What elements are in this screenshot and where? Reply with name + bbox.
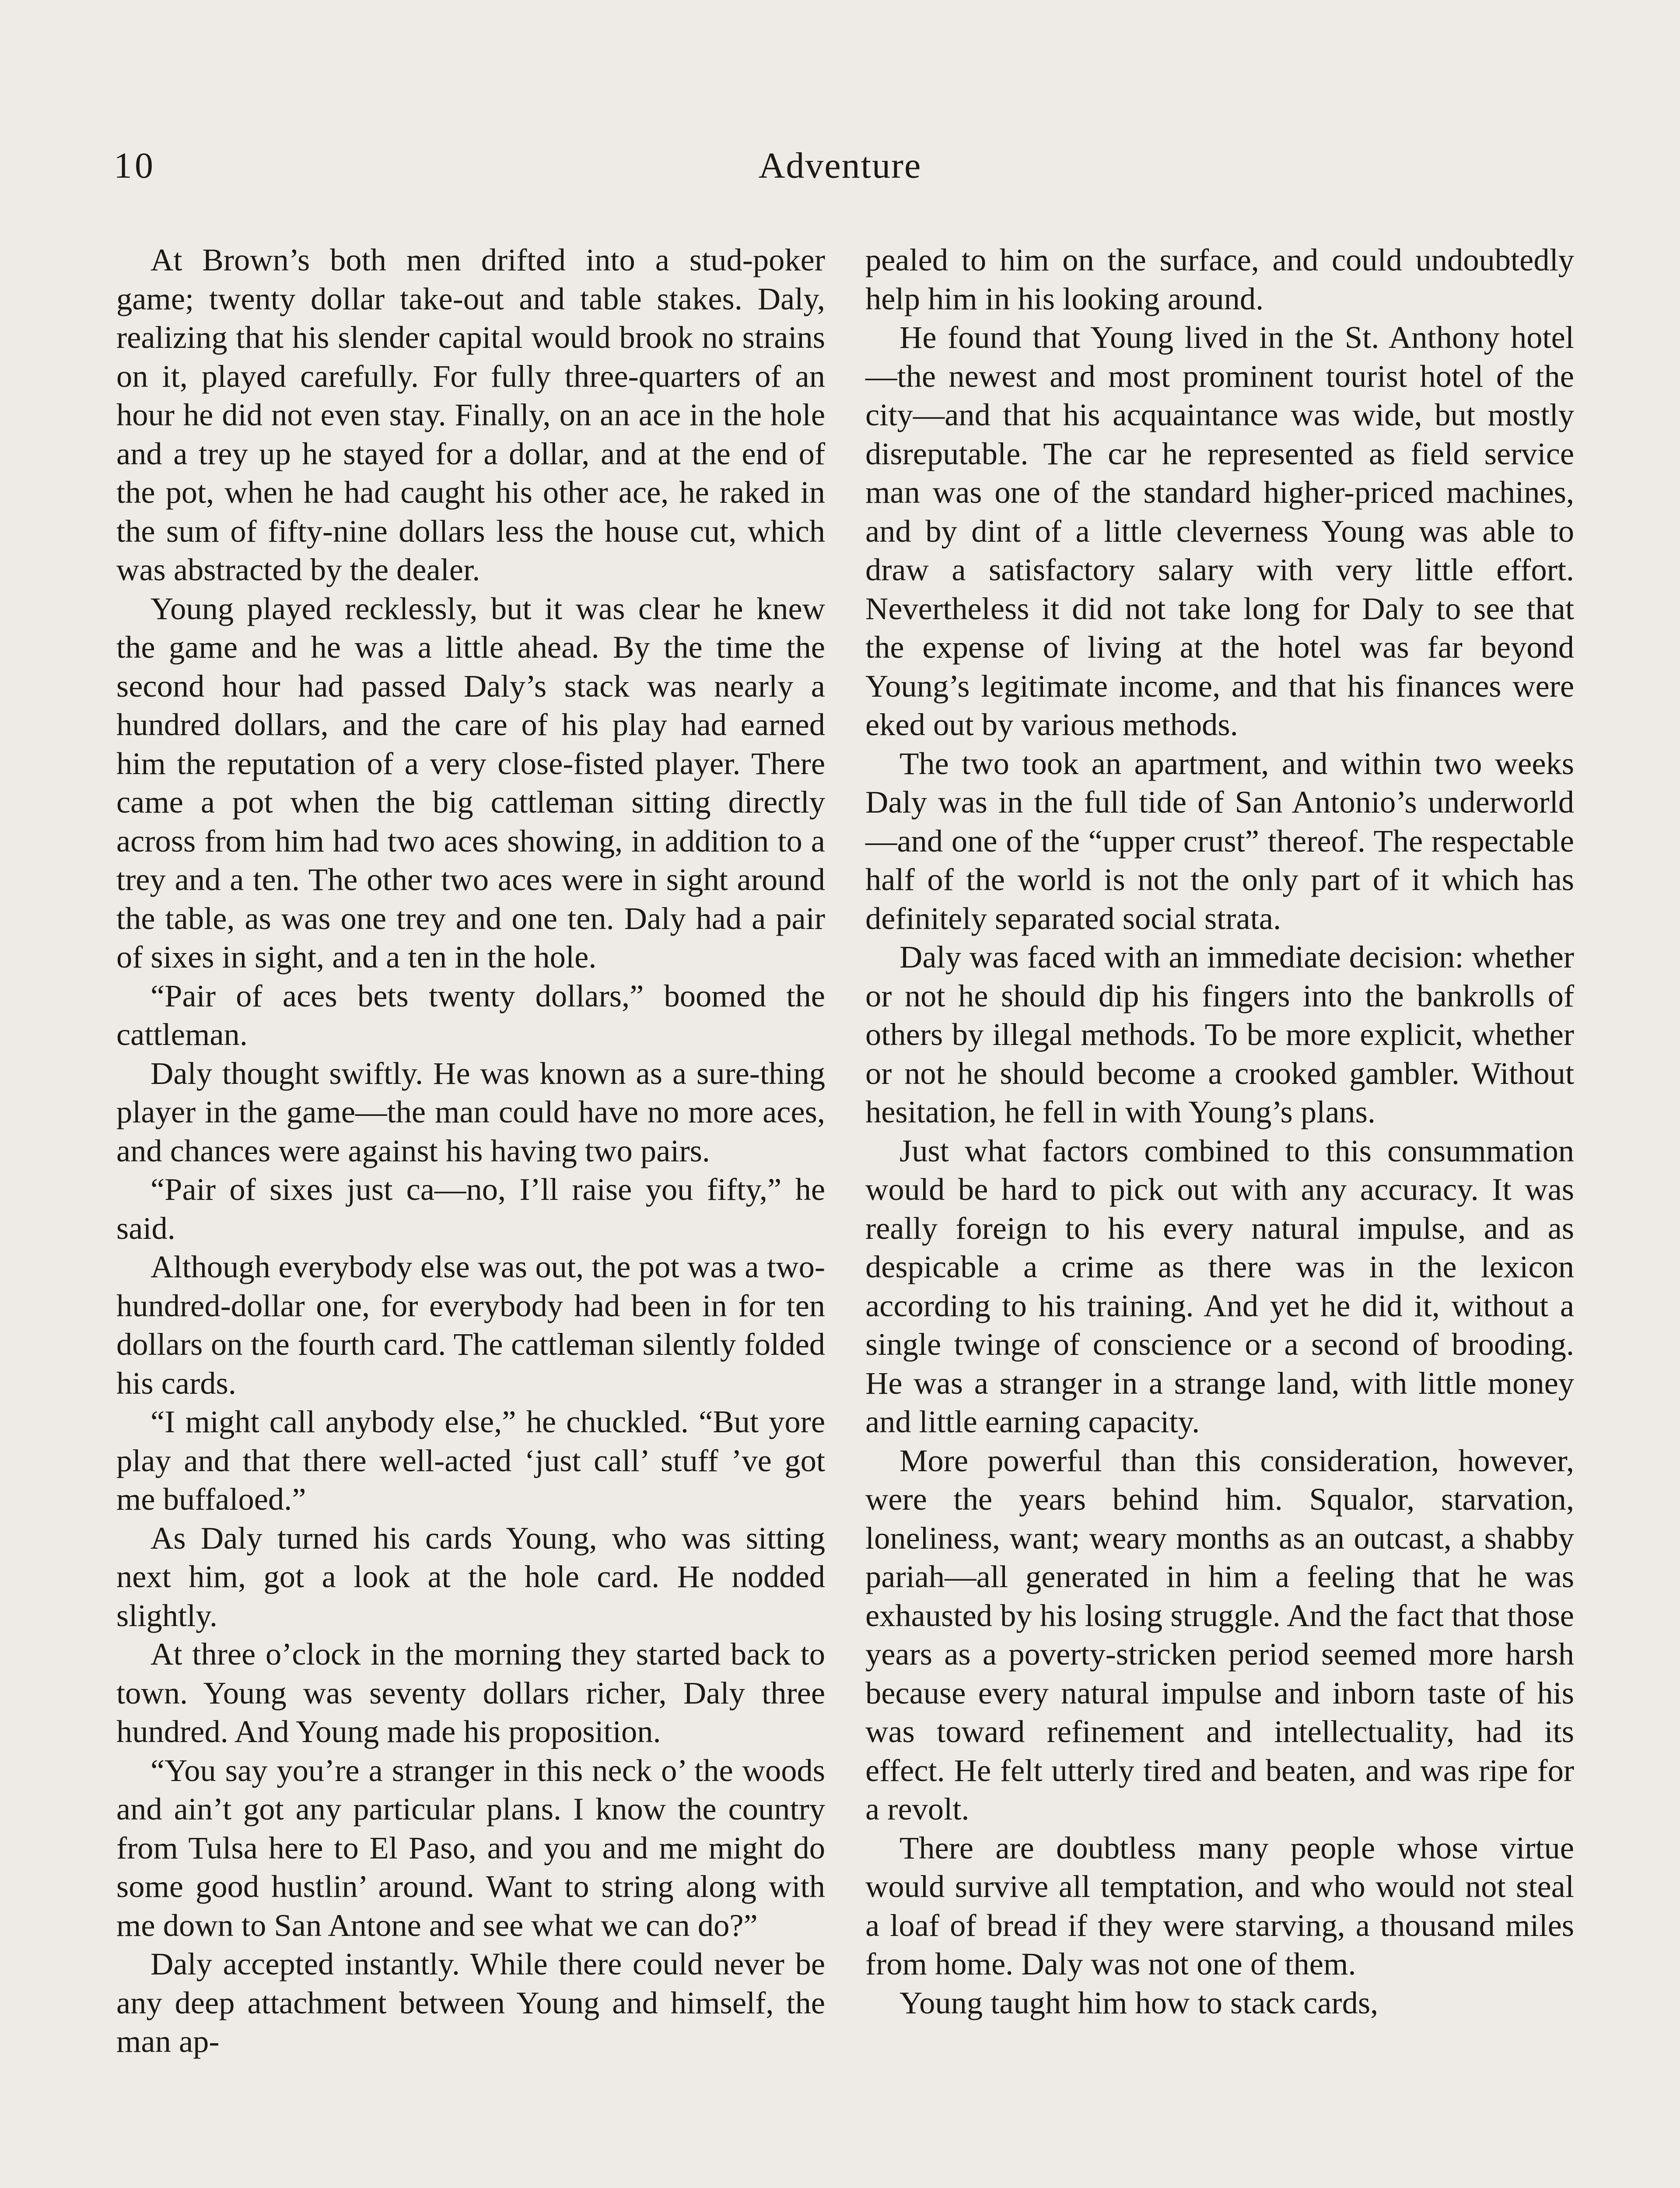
paragraph: At three o’clock in the morning they started back to town. Young was seventy dollars richer, Daly three hundred. And Young made his proposition. [116, 1636, 825, 1749]
paragraph: The two took an apartment, and within two weeks Daly was in the full tide of San Antonio’s underworld—and one of the “upper crust” thereof. The respectable half of the world is not the only part of it which has definitely separated social strata. [865, 745, 1574, 936]
paragraph: Just what factors combined to this consummation would be hard to pick out with any accuracy. It was really foreign to his every natural impulse, and as despicable a crime as there was in the lexicon according to his training. And yet he did it, without a single twinge of conscience or a second of brooding. He was a stranger in a strange land, with little money and little earning capacity. [865, 1133, 1574, 1439]
paragraph: “Pair of sixes just ca—no, I’ll raise you fifty,” he said. [116, 1171, 825, 1246]
paragraph: “Pair of aces bets twenty dollars,” boomed the cattleman. [116, 978, 825, 1052]
paragraph: More powerful than this consideration, however, were the years behind him. Squalor, starvation, loneliness, want; weary months as an outcast, a shabby pariah—all generated in him a feeling that he was exhausted by his losing struggle. And the fact that those years as a poverty-stricken period seemed more harsh because every natural impulse and inborn taste of his was toward refinement and intellectuality, had its effect. He felt utterly tired and beaten, and was ripe for a revolt. [865, 1442, 1574, 1827]
page-number: 10 [114, 145, 156, 186]
paragraph: There are doubtless many people whose virtue would survive all temptation, and who would not steal a loaf of bread if they were starving, a thousand miles from home. Daly was not one of them. [865, 1830, 1574, 1981]
paragraph-continued: pealed to him on the surface, and could undoubtedly help him in his looking around. [865, 242, 1574, 316]
paragraph: Young played recklessly, but it was clear he knew the game and he was a little ahead. By the time the second hour had passed Daly’s stack was nearly a hundred dollars, and the care of his play had earned him the reputation of a very close-fisted player. There came a pot when the big cattleman sitting directly across from him had two aces showing, in addition to a trey and a ten. The other two aces were in sight around the table, as was one trey and one ten. Daly had a pair of sixes in sight, and a ten in the hole. [116, 590, 825, 975]
paragraph: Young taught him how to stack cards, [900, 1985, 1379, 2020]
paragraph: At Brown’s both men drifted into a stud-poker game; twenty dollar take-out and table stakes. Daly, realizing that his slender capital would brook no strains on it, played carefully. For fully three-quarters of an hour he did not even stay. Finally, on an ace in the hole and a trey up he stayed for a dollar, and at the end of the pot, when he had caught his other ace, he raked in the sum of fifty-nine dollars less the house cut, which was abstracted by the dealer. [116, 242, 825, 587]
running-head-title: Adventure [758, 145, 922, 186]
paragraph: He found that Young lived in the St. Anthony hotel—the newest and most prominent tourist hotel of the city—and that his acquaintance was wide, but mostly disreputable. The car he represented as field service man was one of the standard higher-priced machines, and by dint of a little cleverness Young was able to draw a satisfactory salary with very little effort. Nevertheless it did not take long for Daly to see that the expense of living at the hotel was far beyond Young’s legitimate income, and that his finances were eked out by various methods. [865, 319, 1574, 742]
paragraph: Daly accepted instantly. While there could never be any deep attachment between Young and himself, the man ap- [116, 1946, 825, 2059]
paragraph: Daly was faced with an immediate decision: whether or not he should dip his fingers into the bankrolls of others by illegal methods. To be more explicit, whether or not he should become a crooked gambler. Without hesitation, he fell in with Young’s plans. [865, 939, 1574, 1129]
left-column [116, 241, 825, 2061]
paragraph: “I might call anybody else,” he chuckled. “But yore play and that there well-acted ‘just call’ stuff ’ve got me buffaloed.” [116, 1404, 825, 1517]
paragraph: Although everybody else was out, the pot was a two-hundred-dollar one, for everybody had been in for ten dollars on the fourth card. The cattleman silently folded his cards. [116, 1249, 825, 1401]
paragraph: As Daly turned his cards Young, who was sitting next him, got a look at the hole card. He nodded slightly. [116, 1520, 825, 1633]
paragraph: “You say you’re a stranger in this neck o’ the woods and ain’t got any particular plans. I know the country from Tulsa here to El Paso, and you and me might do some good hustlin’ around. Want to string along with me down to San Antone and see what we can do?” [116, 1752, 825, 1943]
right-column [865, 241, 1574, 2022]
paragraph: Daly thought swiftly. He was known as a sure-thing player in the game—the man could have no more aces, and chances were against his having two pairs. [116, 1055, 825, 1168]
